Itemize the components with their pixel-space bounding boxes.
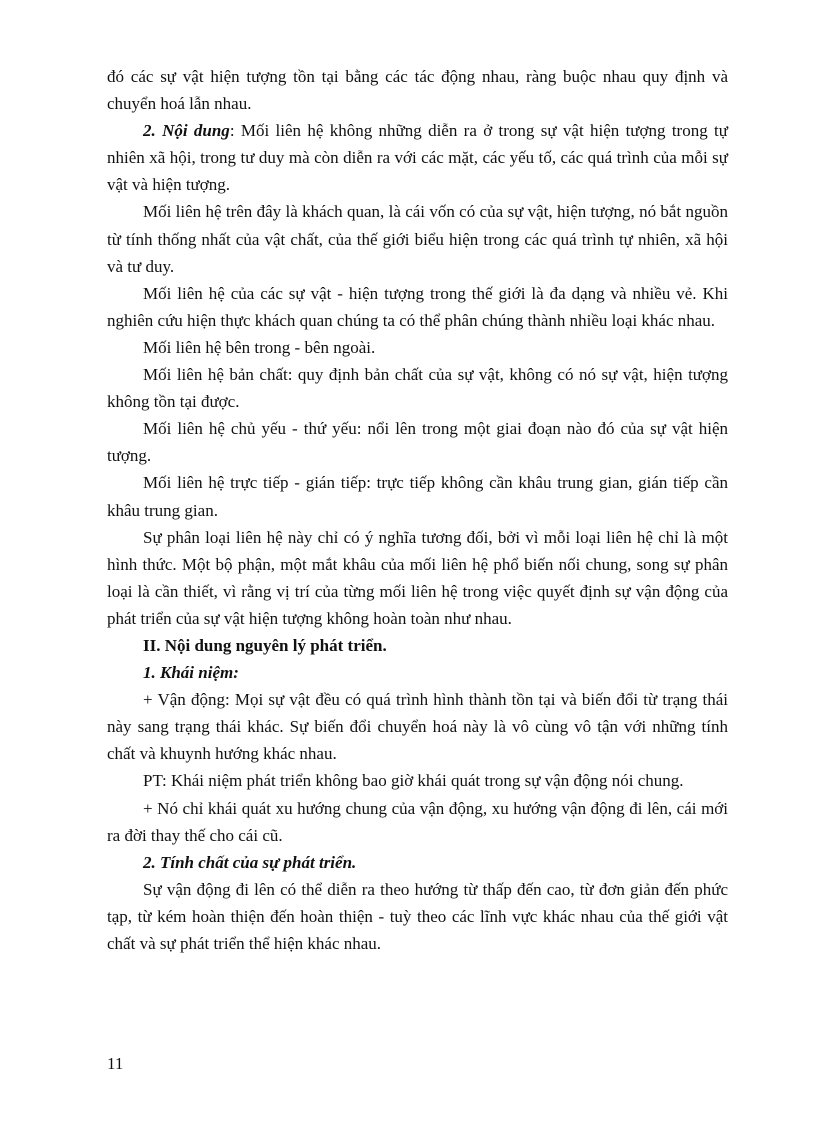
paragraph: Mối liên hệ bản chất: quy định bản chất của sự vật, không có nó sự vật, hiện tượng không tồn tại được.: [107, 365, 728, 412]
paragraph: + Nó chỉ khái quát xu hướng chung của vận động, xu hướng vận động đi lên, cái mới ra đời thay thế cho cái cũ.: [107, 798, 728, 845]
subsection-heading: 2. Tính chất của sự phát triển.: [143, 852, 357, 872]
paragraph: + Vận động: Mọi sự vật đều có quá trình hình thành tồn tại và biến đổi từ trạng thái này sang trạng thái khác. Sự biến đổi chuyển hoá này là vô cùng vô tận với những tính chất và khuynh hướng khác nhau.: [107, 690, 728, 764]
paragraph: Mối liên hệ bên trong - bên ngoài.: [143, 337, 376, 357]
paragraph: Sự vận động đi lên có thể diễn ra theo hướng từ thấp đến cao, từ đơn giản đến phức tạp, từ kém hoàn thiện đến hoàn thiện - tuỳ theo các lĩnh vực khác nhau của thế giới vật chất và sự phát triển thể hiện khác nhau.: [107, 879, 728, 953]
paragraph: PT: Khái niệm phát triển không bao giờ khái quát trong sự vận động nói chung.: [143, 771, 684, 791]
paragraph: Mối liên hệ trực tiếp - gián tiếp: trực tiếp không cần khâu trung gian, gián tiếp cần khâu trung gian.: [107, 473, 728, 520]
paragraph-continuation: đó các sự vật hiện tượng tồn tại bằng các tác động nhau, ràng buộc nhau quy định và chuyển hoá lẫn nhau.: [107, 67, 728, 114]
paragraph: Mối liên hệ của các sự vật - hiện tượng trong thế giới là đa dạng và nhiều vẻ. Khi nghiên cứu hiện thực khách quan chúng ta có thể phân chúng thành nhiều loại khác nhau.: [107, 283, 728, 330]
subsection-heading: 1. Khái niệm:: [143, 663, 239, 683]
section-label-content: 2. Nội dung: [143, 121, 230, 141]
paragraph: Mối liên hệ trên đây là khách quan, là cái vốn có của sự vật, hiện tượng, nó bắt nguồn từ tính thống nhất của vật chất, của thế giới biểu hiện trong các quá trình tự nhiên, xã hội và tư duy.: [107, 202, 728, 276]
section-heading: II. Nội dung nguyên lý phát triển.: [143, 635, 387, 655]
paragraph: Mối liên hệ chủ yếu - thứ yếu: nổi lên trong một giai đoạn nào đó của sự vật hiện tượng.: [107, 419, 728, 466]
paragraph-text: : Mối liên hệ không những diễn ra ở trong sự vật hiện tượng trong tự nhiên xã hội, trong tư duy mà còn diễn ra với các mặt, các yếu tố, các quá trình của mỗi sự vật và hiện tượng.: [107, 121, 728, 195]
paragraph-content-definition: [107, 117, 728, 198]
paragraph: Sự phân loại liên hệ này chỉ có ý nghĩa tương đối, bởi vì mỗi loại liên hệ chỉ là một hình thức. Một bộ phận, một mắt khâu của mối liên hệ phổ biến nối chung, song sự phân loại là cần thiết, vì rằng vị trí của từng mối liên hệ trong việc quyết định sự vận động của phát triển của sự vật hiện tượng không hoàn toàn như nhau.: [107, 527, 728, 628]
page-number: 11: [107, 1054, 124, 1073]
body-text: [107, 63, 728, 957]
